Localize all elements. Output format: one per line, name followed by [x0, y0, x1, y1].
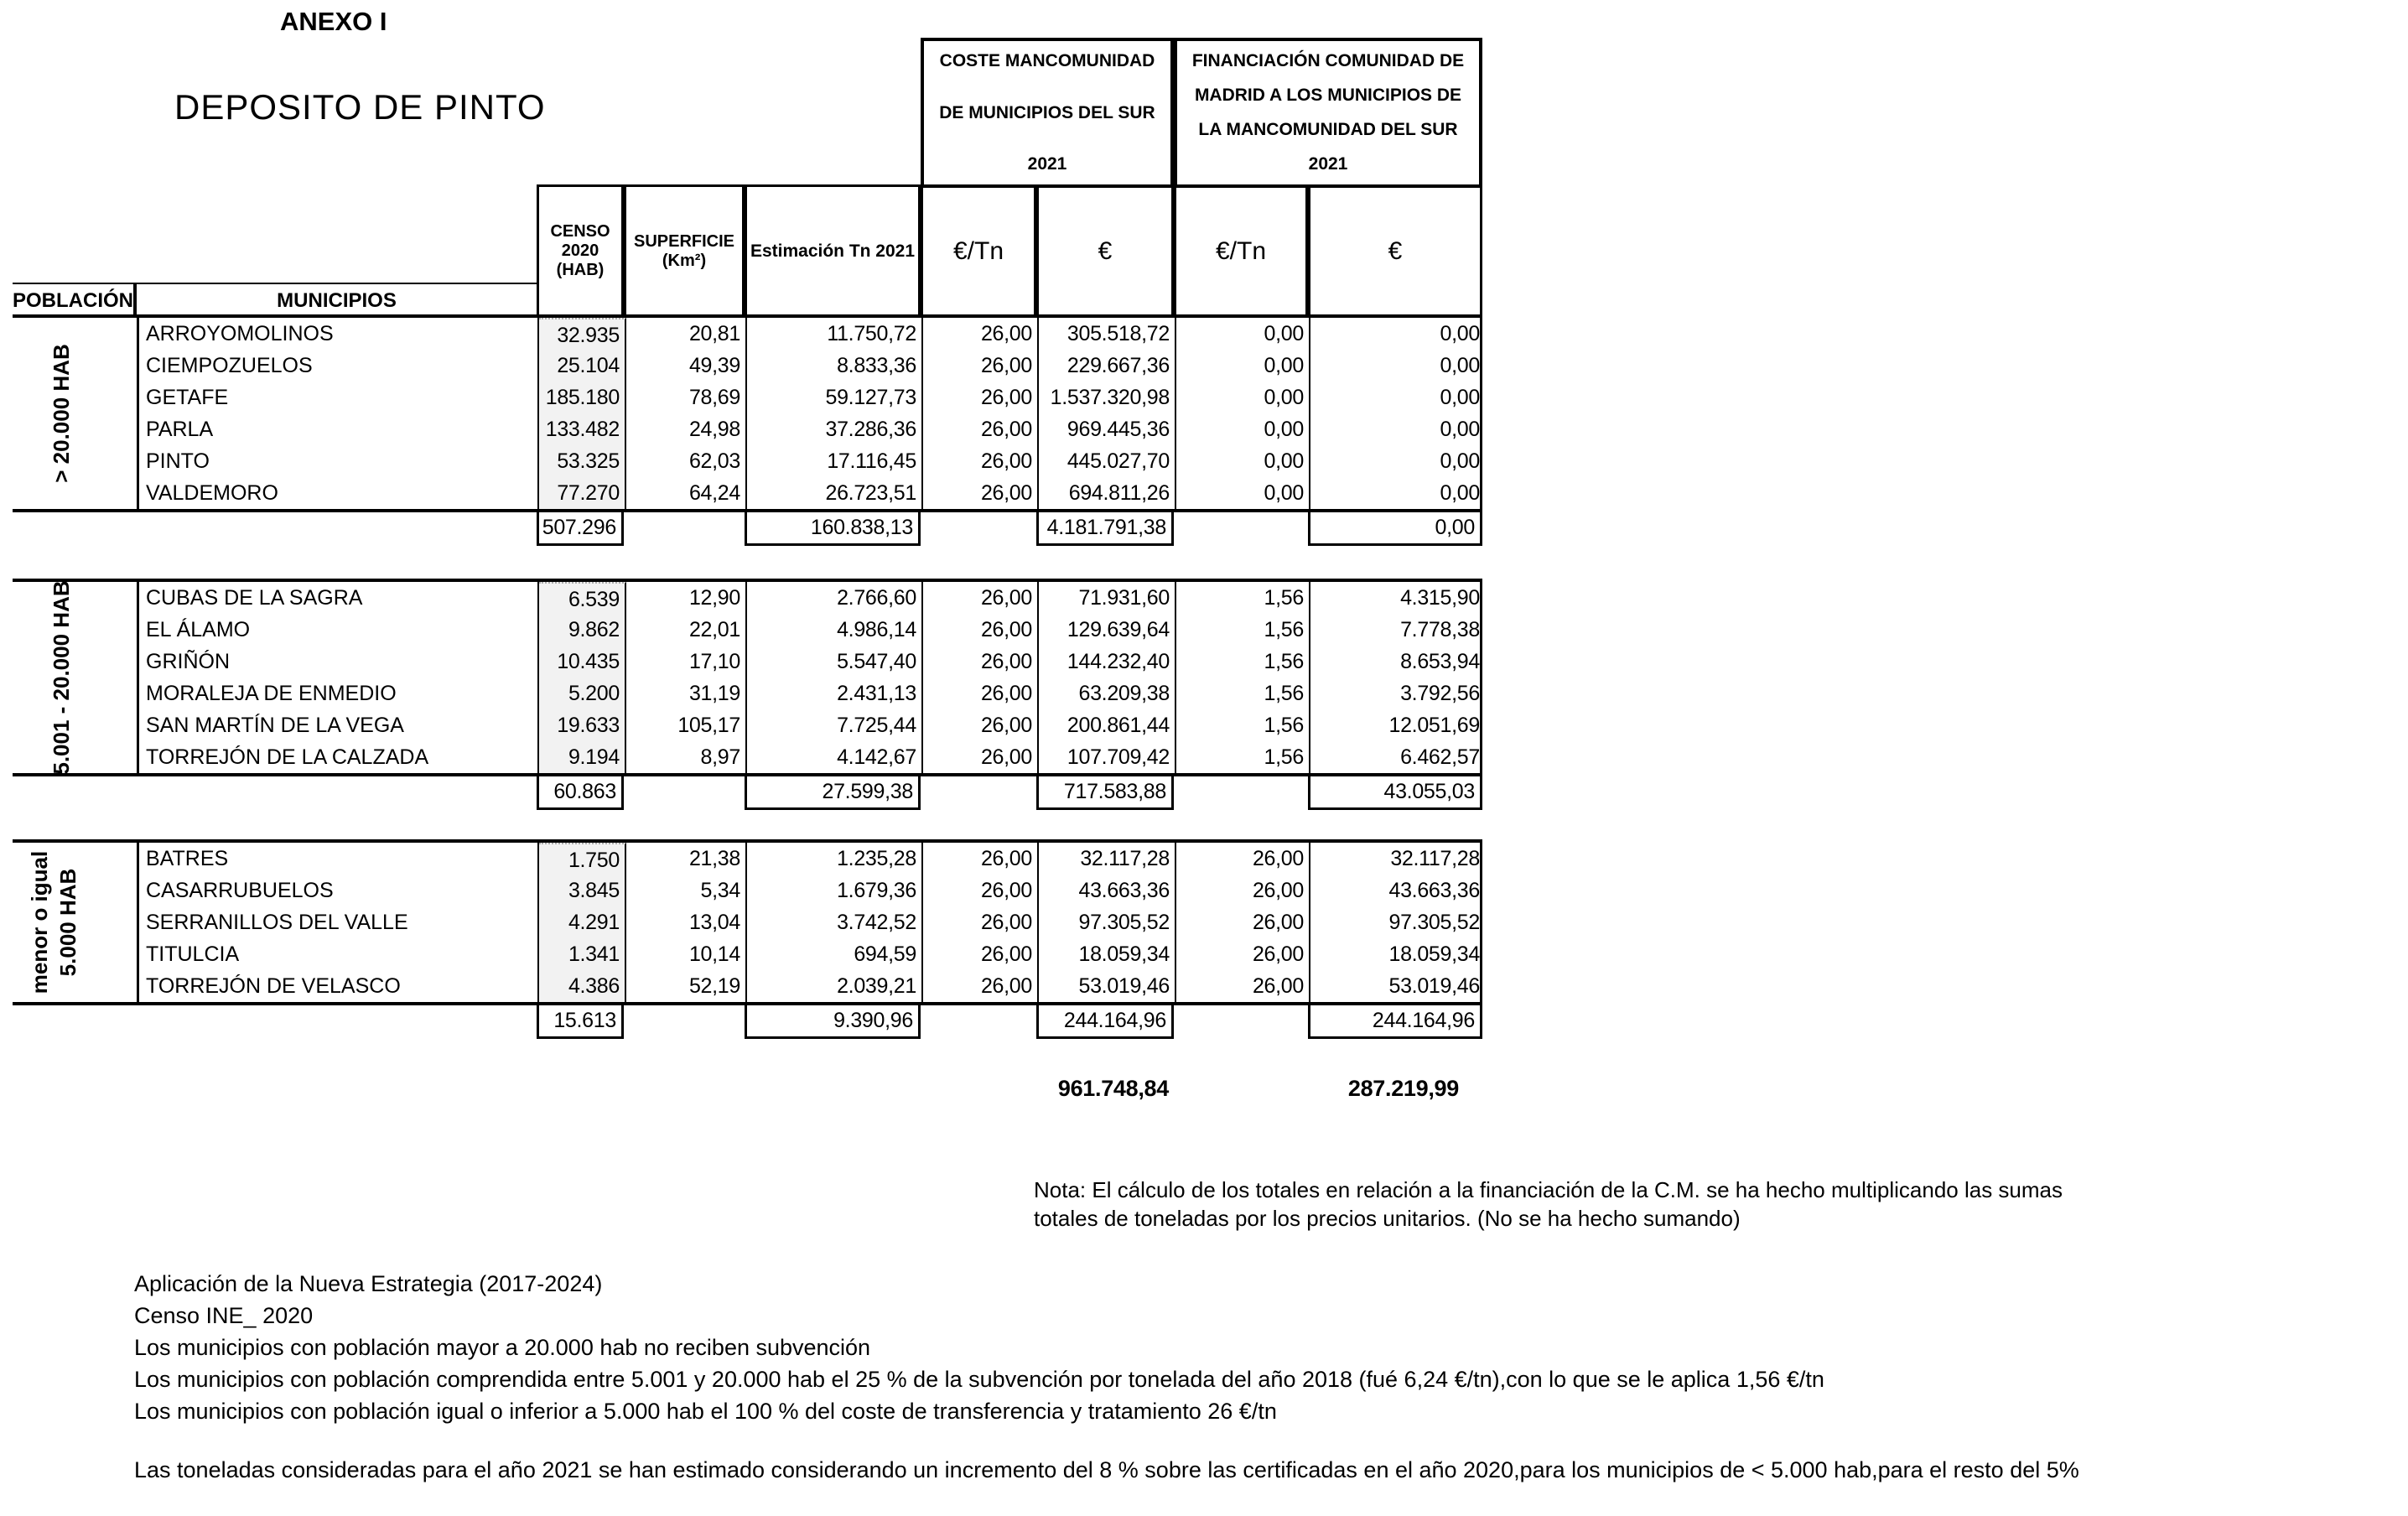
eur-cell: 97.305,52: [1039, 906, 1176, 938]
superficie-cell: 8,97: [626, 741, 747, 773]
coste-header-box: [921, 38, 1174, 188]
coste-year: 2021: [1027, 154, 1067, 174]
eur-cell: 445.027,70: [1039, 445, 1176, 477]
cm-eur-cell: 18.059,34: [1388, 942, 1480, 966]
eur-cell: 71.931,60: [1039, 582, 1176, 614]
group-total-estimacion: 9.390,96: [745, 1005, 921, 1039]
footnote-line: Los municipios con población comprendida entre 5.001 y 20.000 hab el 25 % de la subvención por tonelada del año 2018 (fué 6,24 €/tn),con lo que se le aplica 1,56 €/tn: [134, 1367, 1824, 1392]
censo-cell: 6.539: [539, 582, 626, 614]
cm-eur-tn-cell: 1,56: [1176, 582, 1310, 614]
table-row: [139, 477, 1480, 509]
estimacion-cell: 8.833,36: [747, 350, 923, 382]
table-row: [139, 646, 1480, 678]
group-total-censo: 15.613: [537, 1005, 624, 1039]
table-row: [139, 938, 1480, 970]
cm-eur-tn-cell: 26,00: [1176, 906, 1310, 938]
municipality-name-cell: GETAFE: [139, 382, 539, 413]
cm-eur-tn-cell: 26,00: [1176, 970, 1310, 1002]
footnote-line: Los municipios con población igual o inferior a 5.000 hab el 100 % del coste de transferencia y tratamiento 26 €/tn: [134, 1399, 1277, 1424]
group-label-text: > 20.000 HAB: [49, 344, 74, 483]
grand-total-cm-eur: 287.219,99: [1347, 1076, 1459, 1101]
column-header-censo: [537, 184, 624, 318]
censo-cell: 9.194: [539, 741, 626, 773]
estimacion-cell: 7.725,44: [747, 709, 923, 741]
group-label-5001-20000: [47, 535, 80, 820]
table-row: [139, 614, 1480, 646]
group-label-under-5000: [25, 780, 86, 1065]
superficie-cell: 13,04: [626, 906, 747, 938]
municipality-name-cell: PINTO: [139, 445, 539, 477]
cm-eur-tn-cell: 1,56: [1176, 678, 1310, 709]
municipality-name-cell: VALDEMORO: [139, 477, 539, 509]
municipality-name-cell: SERRANILLOS DEL VALLE: [139, 906, 539, 938]
group-table-5001-20000: [137, 582, 1482, 773]
table-row: [139, 413, 1480, 445]
censo-cell: 19.633: [539, 709, 626, 741]
table-row: [139, 843, 1480, 875]
estimacion-cell: 2.431,13: [747, 678, 923, 709]
grand-total-eur: 961.748,84: [1057, 1076, 1169, 1101]
cm-eur-cell: 0,00: [1440, 386, 1480, 409]
eur-cell: 32.117,28: [1039, 843, 1176, 875]
estimacion-cell: 37.286,36: [747, 413, 923, 445]
cm-eur-tn-cell: 1,56: [1176, 646, 1310, 678]
estimacion-cell: 5.547,40: [747, 646, 923, 678]
cm-eur-cell: 4.315,90: [1400, 586, 1480, 610]
footnote-final: Las toneladas consideradas para el año 2021 se han estimado considerando un incremento del 8 % sobre las certificadas en el año 2020,para los municipios de < 5.000 hab,para el resto del 5%: [134, 1457, 2079, 1482]
censo-cell: 3.845: [539, 875, 626, 906]
estimacion-cell: 1.679,36: [747, 875, 923, 906]
superficie-cell: 31,19: [626, 678, 747, 709]
group-label-over-20000: [47, 271, 80, 556]
group-total-eur: 717.583,88: [1036, 776, 1174, 810]
estimacion-cell: 2.039,21: [747, 970, 923, 1002]
eur-tn-cell: 26,00: [923, 477, 1039, 509]
cm-eur-tn-cell: 0,00: [1176, 318, 1310, 350]
table-row: [139, 382, 1480, 413]
censo-cell: 185.180: [539, 382, 626, 413]
estimacion-cell: 17.116,45: [747, 445, 923, 477]
financiacion-line1: FINANCIACIÓN COMUNIDAD DE: [1191, 51, 1465, 70]
group-label-text: 5.001 - 20.000 HAB: [49, 580, 74, 775]
eur-cell: 43.663,36: [1039, 875, 1176, 906]
column-header-estimacion: Estimación Tn 2021: [745, 184, 921, 318]
cm-eur-tn-cell: 1,56: [1176, 614, 1310, 646]
superficie-cell: 62,03: [626, 445, 747, 477]
municipality-name-cell: TORREJÓN DE VELASCO: [139, 970, 539, 1002]
column-header-eur-tn: €/Tn: [921, 184, 1036, 318]
column-header-cm-eur: €: [1308, 184, 1482, 318]
eur-tn-cell: 26,00: [923, 843, 1039, 875]
group-total-cm-eur: 244.164,96: [1308, 1005, 1482, 1039]
page-title: DEPOSITO DE PINTO: [174, 87, 546, 127]
eur-tn-cell: 26,00: [923, 614, 1039, 646]
censo-cell: 1.750: [539, 843, 626, 875]
municipality-name-cell: CUBAS DE LA SAGRA: [139, 582, 539, 614]
cm-eur-cell: 97.305,52: [1388, 911, 1480, 934]
eur-tn-cell: 26,00: [923, 318, 1039, 350]
superficie-line2: (Km²): [662, 251, 707, 270]
censo-cell: 4.386: [539, 970, 626, 1002]
cm-eur-cell: 43.663,36: [1388, 879, 1480, 902]
superficie-line1: SUPERFICIE: [633, 231, 735, 251]
superficie-cell: 49,39: [626, 350, 747, 382]
cm-eur-tn-cell: 1,56: [1176, 709, 1310, 741]
eur-tn-cell: 26,00: [923, 709, 1039, 741]
municipality-name-cell: BATRES: [139, 843, 539, 875]
censo-cell: 9.862: [539, 614, 626, 646]
cm-eur-cell: 8.653,94: [1400, 650, 1480, 673]
eur-tn-cell: 26,00: [923, 582, 1039, 614]
eur-tn-cell: 26,00: [923, 875, 1039, 906]
group-label-text: menor o igual: [27, 850, 52, 994]
estimacion-cell: 4.142,67: [747, 741, 923, 773]
cm-eur-cell: 3.792,56: [1400, 682, 1480, 705]
group-total-cm-eur: 0,00: [1308, 512, 1482, 546]
superficie-cell: 78,69: [626, 382, 747, 413]
table-row: [139, 906, 1480, 938]
column-header-eur: €: [1036, 184, 1174, 318]
superficie-cell: 5,34: [626, 875, 747, 906]
superficie-cell: 52,19: [626, 970, 747, 1002]
group-total-estimacion: 160.838,13: [745, 512, 921, 546]
superficie-cell: 24,98: [626, 413, 747, 445]
eur-cell: 969.445,36: [1039, 413, 1176, 445]
superficie-cell: 64,24: [626, 477, 747, 509]
column-header-municipios: MUNICIPIOS: [137, 283, 537, 318]
cm-eur-tn-cell: 26,00: [1176, 843, 1310, 875]
eur-tn-cell: 26,00: [923, 445, 1039, 477]
cm-eur-cell: 0,00: [1440, 449, 1480, 473]
footnote-line: Censo INE_ 2020: [134, 1303, 314, 1328]
table-row: [139, 970, 1480, 1002]
column-header-poblacion: POBLACIÓN: [13, 283, 137, 318]
eur-cell: 129.639,64: [1039, 614, 1176, 646]
superficie-cell: 12,90: [626, 582, 747, 614]
cm-eur-tn-cell: 1,56: [1176, 741, 1310, 773]
municipality-name-cell: MORALEJA DE ENMEDIO: [139, 678, 539, 709]
estimacion-cell: 11.750,72: [747, 318, 923, 350]
censo-cell: 5.200: [539, 678, 626, 709]
column-header-superficie: [624, 184, 745, 318]
cm-eur-tn-cell: 0,00: [1176, 413, 1310, 445]
cm-eur-cell: 53.019,46: [1388, 974, 1480, 998]
eur-cell: 53.019,46: [1039, 970, 1176, 1002]
table-row: [139, 350, 1480, 382]
nota-text: [1034, 1176, 2063, 1233]
eur-cell: 694.811,26: [1039, 477, 1176, 509]
financiacion-header-box: [1174, 38, 1482, 188]
censo-cell: 10.435: [539, 646, 626, 678]
eur-cell: 107.709,42: [1039, 741, 1176, 773]
estimacion-cell: 1.235,28: [747, 843, 923, 875]
estimacion-cell: 694,59: [747, 938, 923, 970]
coste-line1: COSTE MANCOMUNIDAD: [939, 51, 1155, 70]
cm-eur-cell: 12.051,69: [1388, 714, 1480, 737]
municipality-name-cell: GRIÑÓN: [139, 646, 539, 678]
estimacion-cell: 2.766,60: [747, 582, 923, 614]
cm-eur-tn-cell: 0,00: [1176, 445, 1310, 477]
eur-tn-cell: 26,00: [923, 646, 1039, 678]
cm-eur-cell: 0,00: [1440, 322, 1480, 345]
municipality-name-cell: SAN MARTÍN DE LA VEGA: [139, 709, 539, 741]
table-row: [139, 582, 1480, 614]
cm-eur-tn-cell: 0,00: [1176, 382, 1310, 413]
annex-title: ANEXO I: [280, 7, 387, 36]
municipality-name-cell: PARLA: [139, 413, 539, 445]
financiacion-line3: LA MANCOMUNIDAD DEL SUR: [1198, 120, 1458, 139]
eur-tn-cell: 26,00: [923, 382, 1039, 413]
table-row: [139, 709, 1480, 741]
financiacion-line2: MADRID A LOS MUNICIPIOS DE: [1194, 86, 1462, 105]
cm-eur-tn-cell: 0,00: [1176, 477, 1310, 509]
footnotes: [134, 1268, 2079, 1486]
group-total-censo: 507.296: [537, 512, 624, 546]
censo-cell: 32.935: [539, 318, 626, 350]
eur-tn-cell: 26,00: [923, 413, 1039, 445]
eur-cell: 305.518,72: [1039, 318, 1176, 350]
cm-eur-cell: 7.778,38: [1400, 618, 1480, 641]
group-table-under-5000: [137, 843, 1482, 1002]
eur-cell: 200.861,44: [1039, 709, 1176, 741]
financiacion-year: 2021: [1308, 154, 1348, 174]
nota-line1: Nota: El cálculo de los totales en relación a la financiación de la C.M. se ha hecho multiplicando las sumas: [1034, 1177, 2063, 1202]
censo-cell: 25.104: [539, 350, 626, 382]
table-row: [139, 445, 1480, 477]
group-total-estimacion: 27.599,38: [745, 776, 921, 810]
eur-cell: 1.537.320,98: [1039, 382, 1176, 413]
group-label-text: 5.000 HAB: [55, 868, 80, 977]
cm-eur-cell: 0,00: [1440, 354, 1480, 377]
footnote-line: Los municipios con población mayor a 20.000 hab no reciben subvención: [134, 1335, 871, 1360]
table-row: [139, 741, 1480, 773]
superficie-cell: 20,81: [626, 318, 747, 350]
group-total-cm-eur: 43.055,03: [1308, 776, 1482, 810]
eur-tn-cell: 26,00: [923, 970, 1039, 1002]
eur-tn-cell: 26,00: [923, 350, 1039, 382]
censo-line3: (HAB): [556, 261, 605, 279]
cm-eur-tn-cell: 26,00: [1176, 875, 1310, 906]
cm-eur-cell: 32.117,28: [1390, 847, 1480, 870]
eur-cell: 144.232,40: [1039, 646, 1176, 678]
superficie-cell: 22,01: [626, 614, 747, 646]
cm-eur-tn-cell: 0,00: [1176, 350, 1310, 382]
eur-tn-cell: 26,00: [923, 906, 1039, 938]
cm-eur-cell: 6.462,57: [1400, 745, 1480, 769]
column-header-cm-eur-tn: €/Tn: [1174, 184, 1308, 318]
group-total-eur: 4.181.791,38: [1036, 512, 1174, 546]
censo-line2: 2020: [561, 241, 599, 260]
eur-cell: 229.667,36: [1039, 350, 1176, 382]
municipality-name-cell: ARROYOMOLINOS: [139, 318, 539, 350]
eur-cell: 63.209,38: [1039, 678, 1176, 709]
footnote-line: Aplicación de la Nueva Estrategia (2017-2024): [134, 1271, 603, 1296]
eur-tn-cell: 26,00: [923, 938, 1039, 970]
superficie-cell: 10,14: [626, 938, 747, 970]
superficie-cell: 17,10: [626, 646, 747, 678]
table-row: [139, 318, 1480, 350]
censo-cell: 4.291: [539, 906, 626, 938]
censo-line1: CENSO: [550, 222, 610, 241]
nota-line2: totales de toneladas por los precios unitarios. (No se ha hecho sumando): [1034, 1206, 1741, 1231]
estimacion-cell: 4.986,14: [747, 614, 923, 646]
eur-tn-cell: 26,00: [923, 741, 1039, 773]
municipality-name-cell: EL ÁLAMO: [139, 614, 539, 646]
estimacion-cell: 3.742,52: [747, 906, 923, 938]
coste-line2: DE MUNICIPIOS DEL SUR: [939, 102, 1155, 122]
estimacion-cell: 26.723,51: [747, 477, 923, 509]
censo-cell: 1.341: [539, 938, 626, 970]
municipality-name-cell: TORREJÓN DE LA CALZADA: [139, 741, 539, 773]
eur-cell: 18.059,34: [1039, 938, 1176, 970]
municipality-name-cell: CIEMPOZUELOS: [139, 350, 539, 382]
superficie-cell: 21,38: [626, 843, 747, 875]
group-total-censo: 60.863: [537, 776, 624, 810]
eur-tn-cell: 26,00: [923, 678, 1039, 709]
superficie-cell: 105,17: [626, 709, 747, 741]
municipality-name-cell: CASARRUBUELOS: [139, 875, 539, 906]
cm-eur-cell: 0,00: [1440, 418, 1480, 441]
estimacion-cell: 59.127,73: [747, 382, 923, 413]
cm-eur-cell: 0,00: [1440, 481, 1480, 505]
group-total-eur: 244.164,96: [1036, 1005, 1174, 1039]
table-row: [139, 875, 1480, 906]
group-table-over-20000: [137, 318, 1482, 509]
table-row: [139, 678, 1480, 709]
censo-cell: 53.325: [539, 445, 626, 477]
municipality-name-cell: TITULCIA: [139, 938, 539, 970]
censo-cell: 133.482: [539, 413, 626, 445]
censo-cell: 77.270: [539, 477, 626, 509]
cm-eur-tn-cell: 26,00: [1176, 938, 1310, 970]
